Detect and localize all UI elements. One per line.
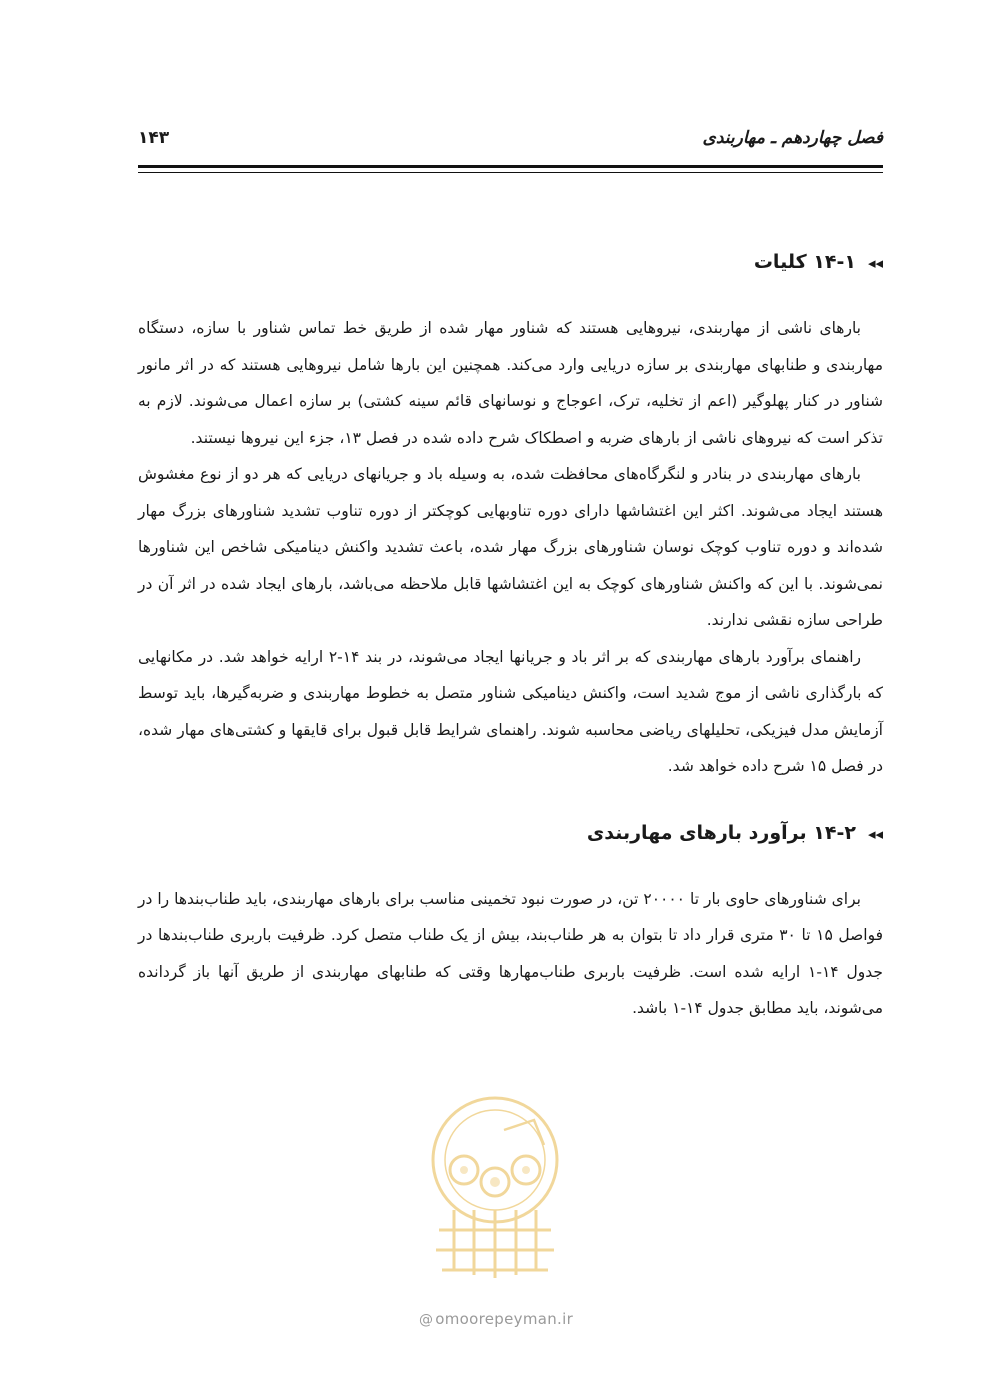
body-content <box>138 244 883 1027</box>
running-header <box>138 128 883 162</box>
section-marker-icon: ◂◂ <box>867 824 883 843</box>
paragraph: بارهای ناشی از مهاربندی، نیروهایی هستند که شناور مهار شده از طریق خط تماس شناور با سازه، دستگاه مهاربندی و طنابهای مهاربندی بر سازه دریایی وارد می‌کند. همچنین این بارها شامل نیروهایی هستند که در اثر مانور شناور در کنار پهلوگیر (اعم از تخلیه، ترک، اعوجاج و نوسانهای قائم سینه کشتی) بر سازه اعمال می‌شوند. لازم به تذکر است که نیروهای ناشی از بارهای ضربه و اصطکاک شرح داده شده در فصل ۱۳، جزء این نیروها نیستند. <box>138 319 883 447</box>
paragraph: برای شناورهای حاوی بار تا ۲۰۰۰۰ تن، در صورت نبود تخمینی مناسب برای بارهای مهاربندی، باید طناب‌بندها را در فواصل ۱۵ تا ۳۰ متری قرار داد تا بتوان به هر طناب‌بند، بیش از یک طناب متصل کرد. ظرفیت باربری طناب‌بندها در جدول ۱۴-۱ ارایه شده است. ظرفیت باربری طناب‌مهارها وقتی که طنابهای مهاربندی از طریق آنها باز گردانده می‌شوند، باید مطابق جدول ۱۴-۱ باشد. <box>138 889 884 1017</box>
section-heading-mooring-loads <box>138 815 883 851</box>
paragraph: بارهای مهاربندی در بنادر و لنگرگاه‌های محافظت شده، به وسیله باد و جریانهای دریایی که هر دو از نوع مغشوش هستند ایجاد می‌شوند. اکثر این اغتشاشها دارای دوره تناوبهایی کوچکتر از دوره تناوب تشدید شناورهای بزرگ مهار شده‌اند و دوره تناوب کوچک نوسان شناورهای بزرگ مهار شده، باعث تشدید واکنش دینامیکی شاخص این شناورها نمی‌شوند. با این که واکنش شناورهای کوچک به این اغتشاشها قابل ملاحظه می‌باشد، بارهای ایجاد شده در اثر آن در طراحی سازه نقشی ندارند. <box>138 465 883 629</box>
chapter-title: فصل چهاردهم ـ مهاربندی <box>702 128 883 148</box>
header-rule-thin <box>138 172 883 173</box>
paragraph: راهنمای برآورد بارهای مهاربندی که بر اثر باد و جریانها ایجاد می‌شوند، در بند ۱۴-۲ ارایه خواهد شد. در مکانهایی که بارگذاری ناشی از موج شدید است، واکنش دینامیکی شناور متصل به خطوط مهاربندی و ضربه‌گیرها، باید توسط آزمایش مدل فیزیکی، تحلیلهای ریاضی محاسبه شوند. راهنمای شرایط قابل قبول برای قایقها و کشتی‌های مهار شده، در فصل ۱۵ شرح داده خواهد شد. <box>138 647 883 775</box>
section-title: ۱۴-۱ کلیات <box>753 251 856 273</box>
watermark-url: omoorepeyman.ir <box>435 1310 574 1328</box>
section-title: ۱۴-۲ برآورد بارهای مهاربندی <box>586 821 856 844</box>
section-heading-general <box>138 244 883 280</box>
at-icon: @ <box>418 1312 434 1328</box>
section-marker-icon: ◂◂ <box>867 254 883 272</box>
watermark-site <box>0 1310 992 1328</box>
page-number: ۱۴۳ <box>138 128 170 148</box>
watermark-logo-icon <box>384 1090 606 1290</box>
header-rule-thick <box>138 165 883 168</box>
